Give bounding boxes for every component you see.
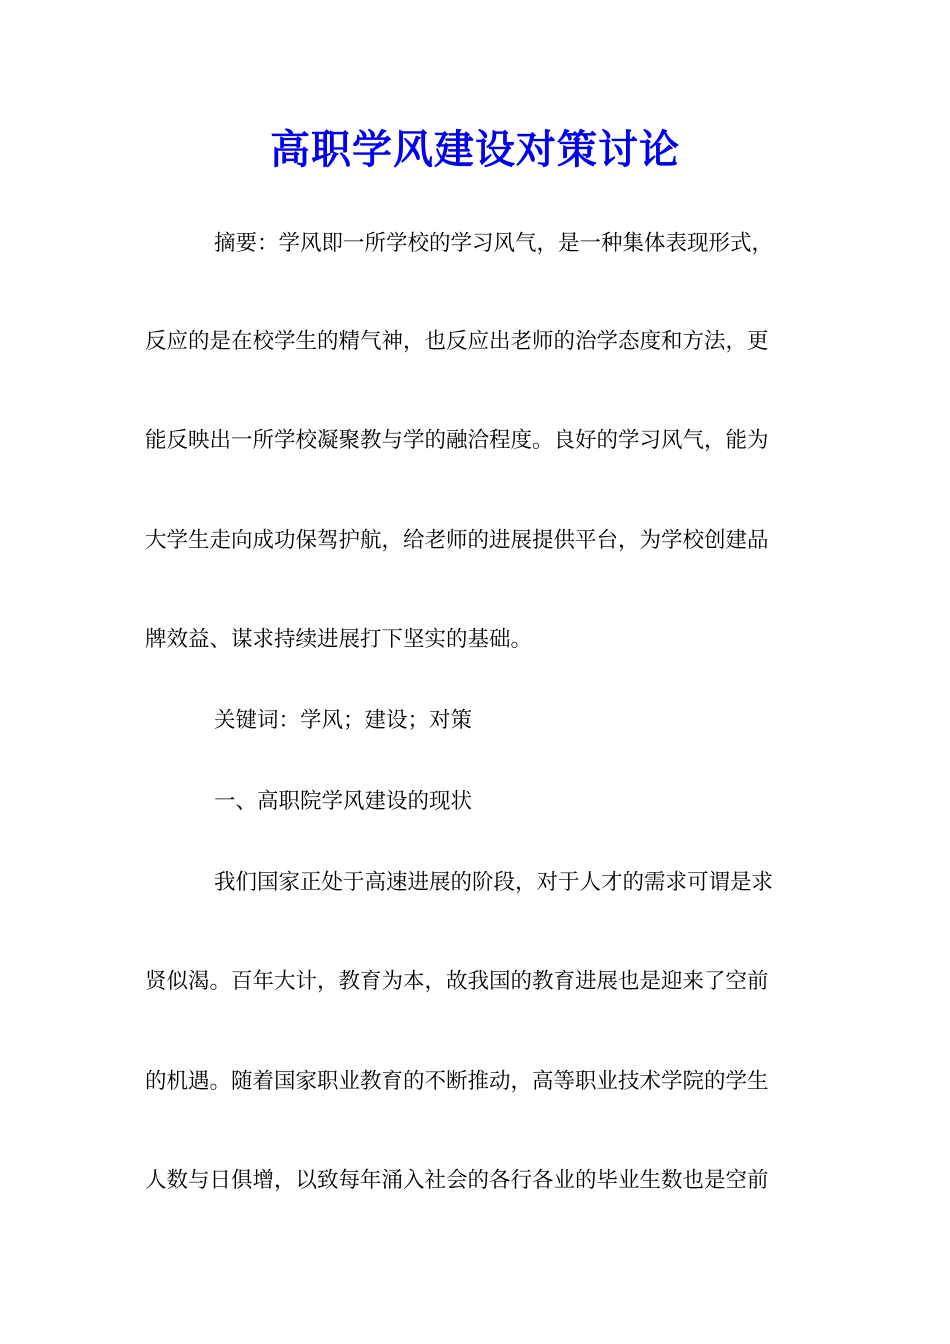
abstract-line-5: 牌效益、谋求持续进展打下坚实的基础。	[145, 627, 533, 652]
abstract-line-2: 反应的是在校学生的精气神，也反应出老师的治学态度和方法，更	[145, 329, 769, 354]
body-line-2: 贤似渴。百年大计，教育为本，故我国的教育进展也是迎来了空前	[145, 969, 769, 994]
body-line-4: 人数与日俱增，以致每年涌入社会的各行各业的毕业生数也是空前	[145, 1168, 769, 1193]
section-heading: 一、高职院学风建设的现状	[214, 789, 473, 814]
abstract-line-4: 大学生走向成功保驾护航，给老师的进展提供平台，为学校创建品	[145, 528, 769, 553]
abstract-line-1: 摘要：学风即一所学校的学习风气，是一种集体表现形式，	[214, 231, 774, 256]
document-title: 高职学风建设对策讨论	[270, 126, 680, 173]
body-line-3: 的机遇。随着国家职业教育的不断推动，高等职业技术学院的学生	[145, 1069, 769, 1094]
keywords-line: 关键词：学风；建设；对策	[214, 708, 473, 733]
abstract-line-3: 能反映出一所学校凝聚教与学的融洽程度。良好的学习风气，能为	[145, 428, 769, 453]
body-line-1: 我们国家正处于高速进展的阶段，对于人才的需求可谓是求	[214, 870, 774, 895]
